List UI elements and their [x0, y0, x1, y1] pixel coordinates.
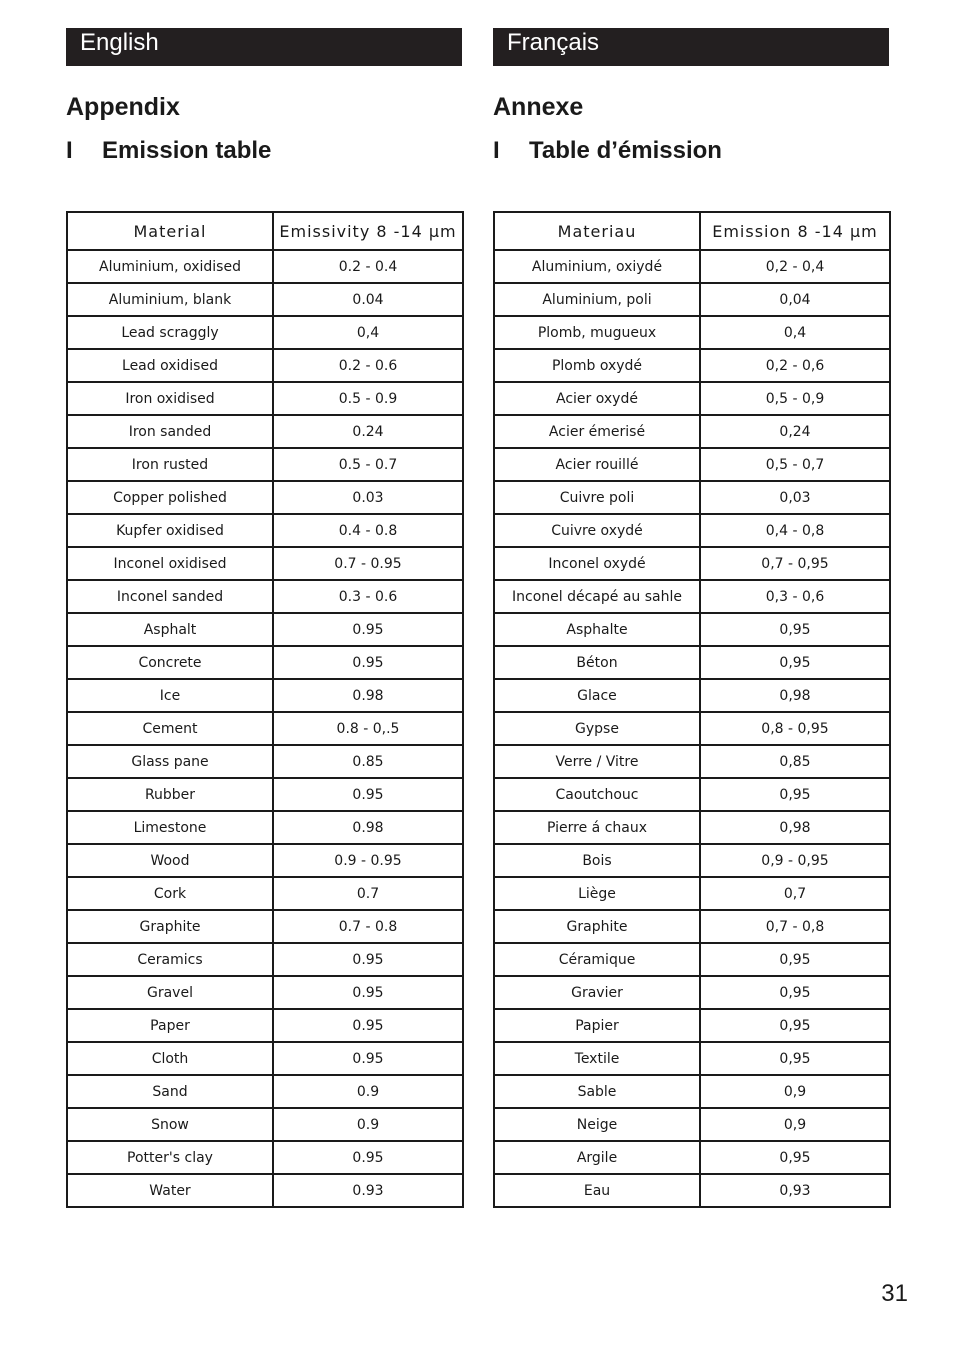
emissivity-cell: 0,9 [700, 1108, 890, 1141]
emissivity-cell: 0.2 - 0.4 [273, 250, 463, 283]
material-cell: Cement [67, 712, 273, 745]
material-cell: Liège [494, 877, 700, 910]
table-row [494, 1075, 890, 1108]
table-row [494, 382, 890, 415]
emissivity-cell: 0,5 - 0,9 [700, 382, 890, 415]
material-cell: Bois [494, 844, 700, 877]
table-row [67, 712, 463, 745]
table-row [67, 943, 463, 976]
material-cell: Lead oxidised [67, 349, 273, 382]
table-row [494, 811, 890, 844]
table-row [494, 712, 890, 745]
emissivity-cell: 0.95 [273, 976, 463, 1009]
section-number: I [493, 137, 500, 164]
material-cell: Céramique [494, 943, 700, 976]
table-row [494, 415, 890, 448]
table-row [67, 877, 463, 910]
emissivity-cell: 0,98 [700, 811, 890, 844]
table-row [67, 910, 463, 943]
emissivity-cell: 0,4 [700, 316, 890, 349]
table-row [67, 679, 463, 712]
emissivity-cell: 0,93 [700, 1174, 890, 1207]
language-bar-french: Français [493, 28, 889, 66]
table-row [67, 976, 463, 1009]
material-cell: Verre / Vitre [494, 745, 700, 778]
material-cell: Cork [67, 877, 273, 910]
table-row [67, 646, 463, 679]
material-cell: Ice [67, 679, 273, 712]
emissivity-cell: 0.93 [273, 1174, 463, 1207]
table-row [494, 547, 890, 580]
material-cell: Textile [494, 1042, 700, 1075]
material-cell: Aluminium, oxidised [67, 250, 273, 283]
emissivity-cell: 0.95 [273, 613, 463, 646]
material-cell: Eau [494, 1174, 700, 1207]
table-row [494, 448, 890, 481]
emissivity-cell: 0.95 [273, 943, 463, 976]
language-bar-english: English [66, 28, 462, 66]
material-cell: Acier émerisé [494, 415, 700, 448]
table-row [67, 283, 463, 316]
material-cell: Cuivre oxydé [494, 514, 700, 547]
material-cell: Glass pane [67, 745, 273, 778]
emissivity-cell: 0.9 [273, 1108, 463, 1141]
table-body-french [494, 250, 890, 1207]
table-row [67, 1009, 463, 1042]
material-cell: Caoutchouc [494, 778, 700, 811]
section-heading-french [493, 136, 889, 166]
material-cell: Cuivre poli [494, 481, 700, 514]
material-cell: Graphite [494, 910, 700, 943]
material-cell: Ceramics [67, 943, 273, 976]
emissivity-cell: 0,4 - 0,8 [700, 514, 890, 547]
table-row [67, 1108, 463, 1141]
material-cell: Plomb, mugueux [494, 316, 700, 349]
emissivity-cell: 0,2 - 0,6 [700, 349, 890, 382]
material-cell: Iron oxidised [67, 382, 273, 415]
table-row [67, 811, 463, 844]
emissivity-cell: 0,7 - 0,95 [700, 547, 890, 580]
emissivity-cell: 0,95 [700, 1042, 890, 1075]
emissivity-cell: 0.98 [273, 679, 463, 712]
emissivity-cell: 0.95 [273, 1009, 463, 1042]
material-cell: Snow [67, 1108, 273, 1141]
material-cell: Aluminium, oxiydé [494, 250, 700, 283]
emissivity-cell: 0.2 - 0.6 [273, 349, 463, 382]
table-row [494, 613, 890, 646]
table-row [494, 1141, 890, 1174]
material-cell: Copper polished [67, 481, 273, 514]
emissivity-cell: 0.95 [273, 646, 463, 679]
material-cell: Asphalte [494, 613, 700, 646]
section-number: I [66, 137, 73, 164]
header-materiau: Materiau [494, 212, 700, 250]
emissivity-cell: 0.7 [273, 877, 463, 910]
table-row [67, 448, 463, 481]
table-row [67, 349, 463, 382]
material-cell: Sand [67, 1075, 273, 1108]
table-row [494, 580, 890, 613]
emissivity-cell: 0,95 [700, 976, 890, 1009]
table-row [67, 613, 463, 646]
table-row [494, 1009, 890, 1042]
material-cell: Sable [494, 1075, 700, 1108]
table-row [494, 910, 890, 943]
table-row [494, 943, 890, 976]
emissivity-cell: 0,5 - 0,7 [700, 448, 890, 481]
table-row [494, 877, 890, 910]
section-title: Table d’émission [529, 137, 722, 164]
material-cell: Graphite [67, 910, 273, 943]
emissivity-cell: 0.8 - 0,.5 [273, 712, 463, 745]
emissivity-cell: 0.4 - 0.8 [273, 514, 463, 547]
material-cell: Gravel [67, 976, 273, 1009]
header-emission: Emission 8 -14 µm [700, 212, 890, 250]
material-cell: Rubber [67, 778, 273, 811]
section-title: Emission table [102, 137, 272, 164]
table-row [494, 316, 890, 349]
emissivity-cell: 0.24 [273, 415, 463, 448]
table-header-row [494, 212, 890, 250]
material-cell: Kupfer oxidised [67, 514, 273, 547]
table-row [67, 316, 463, 349]
english-column [66, 28, 462, 1199]
table-row [494, 745, 890, 778]
emissivity-cell: 0.95 [273, 1042, 463, 1075]
table-row [67, 1075, 463, 1108]
material-cell: Acier rouillé [494, 448, 700, 481]
emissivity-cell: 0,3 - 0,6 [700, 580, 890, 613]
table-row [494, 1042, 890, 1075]
emissivity-cell: 0,24 [700, 415, 890, 448]
section-heading-english [66, 136, 462, 166]
material-cell: Gypse [494, 712, 700, 745]
emissivity-cell: 0,4 [273, 316, 463, 349]
table-row [494, 778, 890, 811]
emissivity-cell: 0.5 - 0.7 [273, 448, 463, 481]
emissivity-cell: 0,9 - 0,95 [700, 844, 890, 877]
emissivity-cell: 0,85 [700, 745, 890, 778]
material-cell: Potter's clay [67, 1141, 273, 1174]
emissivity-cell: 0,98 [700, 679, 890, 712]
material-cell: Papier [494, 1009, 700, 1042]
emissivity-cell: 0.3 - 0.6 [273, 580, 463, 613]
table-row [494, 514, 890, 547]
table-row [67, 415, 463, 448]
emissivity-cell: 0.03 [273, 481, 463, 514]
table-row [494, 844, 890, 877]
header-emissivity: Emissivity 8 -14 µm [273, 212, 463, 250]
emissivity-cell: 0,9 [700, 1075, 890, 1108]
emissivity-cell: 0.95 [273, 1141, 463, 1174]
emissivity-cell: 0,95 [700, 646, 890, 679]
material-cell: Limestone [67, 811, 273, 844]
material-cell: Water [67, 1174, 273, 1207]
table-row [494, 976, 890, 1009]
table-row [494, 1174, 890, 1207]
table-row [67, 778, 463, 811]
page-number: 31 [881, 1280, 908, 1307]
emissivity-cell: 0,8 - 0,95 [700, 712, 890, 745]
table-row [494, 283, 890, 316]
table-row [67, 250, 463, 283]
material-cell: Lead scraggly [67, 316, 273, 349]
material-cell: Aluminium, blank [67, 283, 273, 316]
material-cell: Inconel oxydé [494, 547, 700, 580]
emission-table-french [493, 211, 891, 1208]
table-row [67, 481, 463, 514]
table-row [67, 1141, 463, 1174]
material-cell: Inconel oxidised [67, 547, 273, 580]
table-header-row [67, 212, 463, 250]
emissivity-cell: 0,95 [700, 778, 890, 811]
material-cell: Paper [67, 1009, 273, 1042]
table-row [67, 514, 463, 547]
emission-table-english [66, 211, 464, 1208]
material-cell: Neige [494, 1108, 700, 1141]
table-row [67, 547, 463, 580]
table-row [67, 1174, 463, 1207]
table-row [67, 745, 463, 778]
emissivity-cell: 0.9 - 0.95 [273, 844, 463, 877]
emissivity-cell: 0,95 [700, 613, 890, 646]
table-row [494, 1108, 890, 1141]
material-cell: Concrete [67, 646, 273, 679]
emissivity-cell: 0.85 [273, 745, 463, 778]
table-row [494, 481, 890, 514]
table-row [67, 580, 463, 613]
material-cell: Acier oxydé [494, 382, 700, 415]
emissivity-cell: 0.9 [273, 1075, 463, 1108]
table-body-english [67, 250, 463, 1207]
emissivity-cell: 0,7 [700, 877, 890, 910]
emissivity-cell: 0.04 [273, 283, 463, 316]
material-cell: Wood [67, 844, 273, 877]
table-row [494, 679, 890, 712]
emissivity-cell: 0.98 [273, 811, 463, 844]
material-cell: Béton [494, 646, 700, 679]
material-cell: Iron sanded [67, 415, 273, 448]
emissivity-cell: 0.7 - 0.95 [273, 547, 463, 580]
french-column [493, 28, 889, 1199]
emissivity-cell: 0,7 - 0,8 [700, 910, 890, 943]
material-cell: Aluminium, poli [494, 283, 700, 316]
material-cell: Argile [494, 1141, 700, 1174]
emissivity-cell: 0,04 [700, 283, 890, 316]
table-row [67, 1042, 463, 1075]
emissivity-cell: 0.95 [273, 778, 463, 811]
material-cell: Asphalt [67, 613, 273, 646]
material-cell: Inconel décapé au sahle [494, 580, 700, 613]
emissivity-cell: 0,95 [700, 1141, 890, 1174]
table-row [494, 349, 890, 382]
emissivity-cell: 0,2 - 0,4 [700, 250, 890, 283]
material-cell: Plomb oxydé [494, 349, 700, 382]
material-cell: Inconel sanded [67, 580, 273, 613]
table-row [67, 382, 463, 415]
table-row [494, 250, 890, 283]
appendix-heading: Appendix [66, 93, 180, 121]
material-cell: Pierre á chaux [494, 811, 700, 844]
emissivity-cell: 0,95 [700, 1009, 890, 1042]
material-cell: Glace [494, 679, 700, 712]
annexe-heading: Annexe [493, 93, 584, 121]
material-cell: Iron rusted [67, 448, 273, 481]
table-row [67, 844, 463, 877]
emissivity-cell: 0,95 [700, 943, 890, 976]
emissivity-cell: 0,03 [700, 481, 890, 514]
table-row [494, 646, 890, 679]
emissivity-cell: 0.5 - 0.9 [273, 382, 463, 415]
material-cell: Gravier [494, 976, 700, 1009]
header-material: Material [67, 212, 273, 250]
emissivity-cell: 0.7 - 0.8 [273, 910, 463, 943]
material-cell: Cloth [67, 1042, 273, 1075]
